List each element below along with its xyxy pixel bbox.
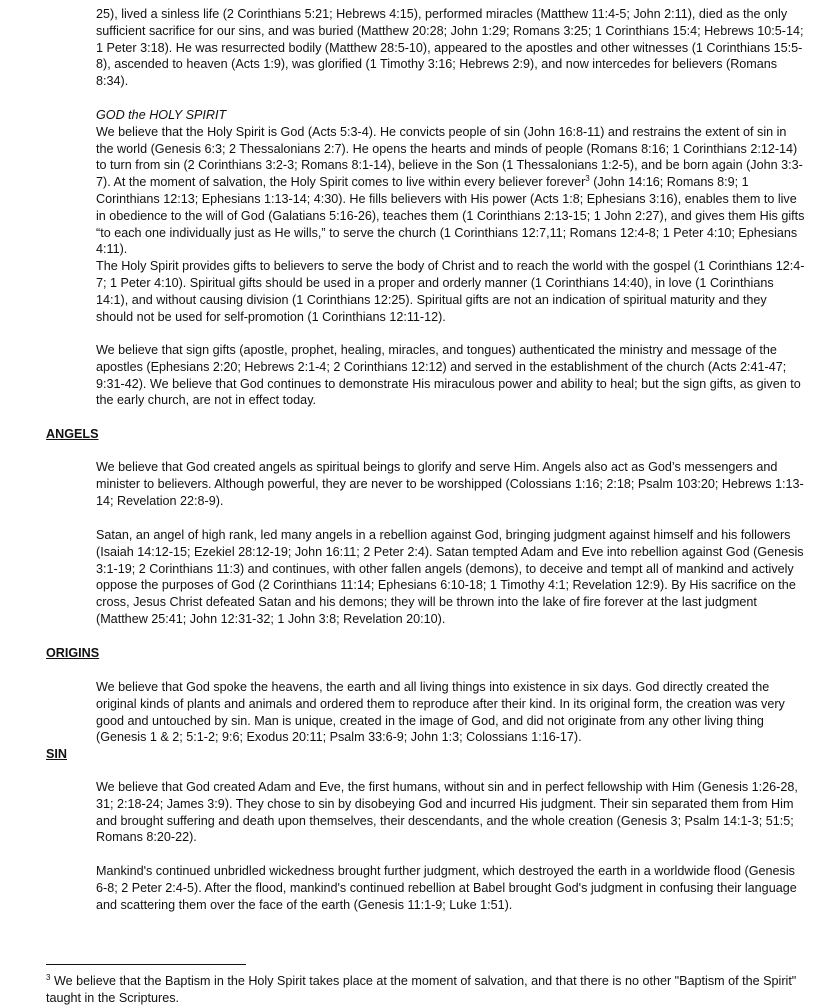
holy-spirit-paragraph-1 bbox=[96, 124, 806, 258]
sin-heading: SIN bbox=[46, 747, 67, 761]
angels-paragraph-2: Satan, an angel of high rank, led many angels in a rebellion against God, bringing judgment against himself and his followers (Isaiah 14:12-15; Ezekiel 28:12-19; John 16:11; 2 Peter 2:4). Satan tempted Adam and Eve into rebellion against God (Genesis 3:1-19; 2 Corinthians 11:3) and continues, with other fallen angels (demons), to deceive and tempt all of mankind and actively oppose the purposes of God (2 Corinthians 11:14; Ephesians 6:10-18; 1 Timothy 4:1; Revelation 12:9). By His sacrifice on the cross, Jesus Christ defeated Satan and his demons; they will be thrown into the lake of fire forever at the last judgment (Matthew 25:41; John 12:31-32; 1 John 3:8; Revelation 20:10). bbox=[96, 528, 804, 626]
holy-spirit-paragraph-2: The Holy Spirit provides gifts to believers to serve the body of Christ and to reach the world with the gospel (1 Corinthians 12:4-7; 1 Peter 4:10). Spiritual gifts should be used in a proper and orderly manner (1 Corinthians 14:40), in love (1 Corinthians 14:1), and without causing division (1 Corinthians 12:25). Spiritual gifts are not an indication of spiritual maturity and they should not be used for self-promotion (1 Corinthians 12:11-12). bbox=[96, 259, 805, 324]
footnote-separator bbox=[46, 964, 246, 965]
intro-paragraph: 25), lived a sinless life (2 Corinthians 5:21; Hebrews 4:15), performed miracles (Matthew 11:4-5; John 2:11), died as the only sufficient sacrifice for our sins, and was buried (Matthew 20:28; John 1:29; Romans 3:25; 1 Corinthians 15:4; Hebrews 10:5-14; 1 Peter 3:18). He was resurrected bodily (Matthew 28:5-10), appeared to the apostles and other witnesses (1 Corinthians 15:5-8), ascended to heaven (Acts 1:9), was glorified (1 Timothy 3:16; Hebrews 2:9), and now intercedes for believers (Romans 8:34). bbox=[96, 7, 804, 89]
angels-heading: ANGELS bbox=[46, 427, 99, 441]
holy-spirit-section bbox=[96, 107, 806, 325]
sin-paragraph-2: Mankind's continued unbridled wickedness brought further judgment, which destroyed the earth in a worldwide flood (Genesis 6-8; 2 Peter 2:4-5). After the flood, mankind's continued rebellion at Babel brought God's judgment in confusing their language and scattering them over the face of the earth (Genesis 11:1-9; Luke 1:51). bbox=[96, 864, 797, 912]
origins-heading: ORIGINS bbox=[46, 646, 100, 660]
holy-spirit-paragraph-1-part-b: (John 14:16; Romans 8:9; 1 Corinthians 12:13; Ephesians 1:13-14; 4:30). He fills believers with His power (Acts 1:8; Ephesians 3:16), enables them to live in obedience to the will of God (Galatians 5:16-26), teaches them (1 Corinthians 2:13-15; 1 John 2:27), and gives them His gifts “to each one individually just as He wills,” to serve the church (1 Corinthians 12:7,11; Romans 12:4-8; 1 Peter 4:10; Ephesians 4:11). bbox=[96, 175, 805, 257]
angels-paragraph-1: We believe that God created angels as spiritual beings to glorify and serve Him. Angels also act as God’s messengers and minister to believers. Although powerful, they are never to be worshipped (Colossians 1:16; 2:18; Psalm 103:20; Hebrews 1:13-14; Revelation 22:8-9). bbox=[96, 460, 804, 508]
footnote-reference[interactable]: 3 bbox=[585, 174, 590, 183]
footnote-marker: 3 bbox=[46, 972, 51, 982]
footnote bbox=[46, 973, 806, 1007]
holy-spirit-paragraph-1-part-a: We believe that the Holy Spirit is God (Acts 5:3-4). He convicts people of sin (John 16:8-11) and restrains the extent of sin in the world (Genesis 6:3; 2 Thessalonians 2:7). He opens the hearts and minds of people (Romans 8:16; 1 Corinthians 2:12-14) to turn from sin (2 Corinthians 3:2-3; Romans 8:1-14), believe in the Son (1 Thessalonians 1:2-5), and be born again (John 3:3-7). At the moment of salvation, the Holy Spirit comes to live within every believer forever bbox=[96, 124, 803, 190]
footnote-text: We believe that the Baptism in the Holy Spirit takes place at the moment of salvation, and that there is no other "Baptism of the Spirit" taught in the Scriptures. bbox=[46, 974, 797, 1005]
origins-paragraph: We believe that God spoke the heavens, the earth and all living things into existence in six days. God directly created the original kinds of plants and animals and ordered them to reproduce after their kind. In its original form, the creation was very good and untouched by sin. Man is unique, created in the image of God, and did not originate from any other living thing (Genesis 1 & 2; 5:1-2; 9:6; Exodus 20:11; Psalm 33:6-9; John 1:3; Colossians 1:16-17). bbox=[96, 680, 785, 745]
holy-spirit-subheading: GOD the HOLY SPIRIT bbox=[96, 108, 227, 122]
sin-paragraph-1: We believe that God created Adam and Eve, the first humans, without sin and in perfect fellowship with Him (Genesis 1:26-28, 31; 2:18-24; James 3:9). They chose to sin by disobeying God and incurred His judgment. Their sin separated them from Him and brought suffering and death upon themselves, their descendants, and the whole creation (Genesis 3; Psalm 14:1-3; 51:5; Romans 8:20-22). bbox=[96, 780, 798, 845]
sign-gifts-paragraph: We believe that sign gifts (apostle, prophet, healing, miracles, and tongues) authenticated the ministry and message of the apostles (Ephesians 2:20; Hebrews 2:1-4; 2 Corinthians 12:12) and served in the establishment of the church (Acts 2:41-47; 9:31-42). We believe that God continues to demonstrate His miraculous power and ability to heal; but the sign gifts, as given to the early church, are not in effect today. bbox=[96, 343, 801, 408]
